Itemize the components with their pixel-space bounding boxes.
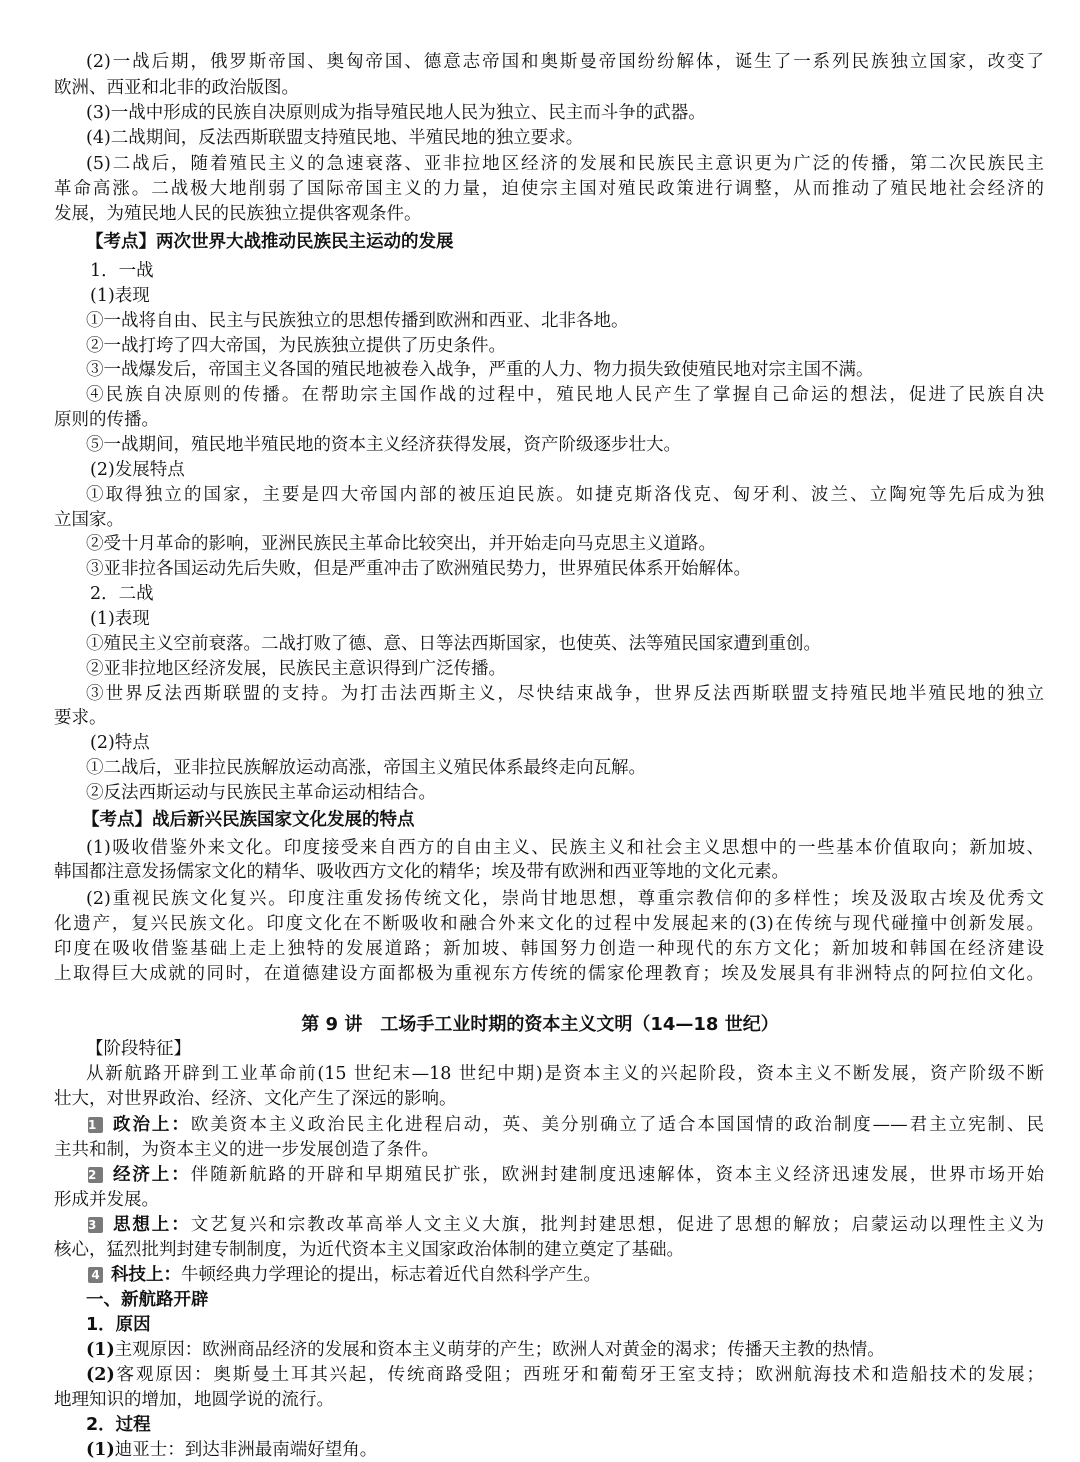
number-badge-icon: 2: [88, 1167, 103, 1183]
text-line: 发展，为殖民地人民的民族独立提供客观条件。: [54, 204, 422, 224]
text-line: ⑤一战期间，殖民地半殖民地的资本主义经济获得发展，资产阶级逐步壮大。: [86, 435, 681, 455]
number-badge-icon: 3: [88, 1217, 103, 1233]
feature-label: 政治上：: [111, 1115, 191, 1135]
item-number: (2): [86, 1365, 115, 1385]
feature-line: [88, 1113, 1044, 1137]
text-line: ③世界反法西斯联盟的支持。为打击法西斯主义，尽快结束战争，世界反法西斯联盟支持殖民地半殖民地的独立: [86, 684, 1044, 704]
feature-line: [88, 1263, 1044, 1287]
text-line: ①殖民主义空前衰落。二战打败了德、意、日等法西斯国家，也使英、法等殖民国家遭到重创。: [86, 634, 821, 654]
text-line: ②受十月革命的影响，亚洲民族民主革命比较突出，并开始走向马克思主义道路。: [86, 534, 716, 554]
feature-line-continued: 形成并发展。: [54, 1190, 159, 1210]
text-line: ④民族自决原则的传播。在帮助宗主国作战的过程中，殖民地人民产生了掌握自己命运的想法，促进了民族自决: [86, 385, 1044, 405]
item-number: (1): [86, 1440, 115, 1460]
feature-text: 牛顿经典力学理论的提出，标志着近代自然科学产生。: [181, 1265, 601, 1285]
text-line: ③一战爆发后，帝国主义各国的殖民地被卷入战争，严重的人力、物力损失致使殖民地对宗主国不满。: [86, 360, 874, 380]
text-line: 要求。: [54, 708, 107, 728]
text-line: 欧洲、西亚和北非的政治版图。: [54, 78, 299, 98]
feature-label: 科技上：: [111, 1265, 181, 1285]
section-heading: 【考点】两次世界大战推动民族民主运动的发展: [86, 232, 454, 252]
text-line: (2)一战后期，俄罗斯帝国、奥匈帝国、德意志帝国和奥斯曼帝国纷纷解体，诞生了一系列民族独立国家，改变了: [86, 52, 1044, 72]
item-text: 客观原因：奥斯曼土耳其兴起，传统商路受阻；西班牙和葡萄牙王室支持；欧洲航海技术和造船技术的发展；: [114, 1365, 1044, 1385]
subsection-heading: 1．原因: [86, 1315, 151, 1335]
subsection-heading: 一、新航路开辟: [86, 1290, 209, 1310]
text-line: 革命高涨。二战极大地削弱了国际帝国主义的力量，迫使宗主国对殖民政策进行调整，从而推动了殖民地社会经济的: [54, 179, 1044, 199]
text-line: ②反法西斯运动与民族民主革命运动相结合。: [86, 783, 436, 803]
intro-line: 壮大，对世界政治、经济、文化产生了深远的影响。: [54, 1089, 457, 1109]
feature-line-continued: 主共和制，为资本主义的进一步发展创造了条件。: [54, 1140, 439, 1160]
section-line: [86, 1338, 1044, 1362]
item-text: 主观原因：欧洲商品经济的发展和资本主义萌芽的产生；欧洲人对黄金的渴求；传播天主教的热情。: [114, 1340, 885, 1360]
text-line: (1)表现: [90, 609, 150, 629]
section-line: 地理知识的增加，地圆学说的流行。: [54, 1390, 334, 1410]
text-line: 印度在吸收借鉴基础上走上独特的发展道路；新加坡、韩国努力创造一种现代的东方文化；新加坡和韩国在经济建设: [54, 939, 1044, 959]
item-number: (1): [86, 1340, 115, 1360]
text-line: (1)表现: [90, 286, 150, 306]
text-line: 原则的传播。: [54, 410, 159, 430]
text-line: (2)发展特点: [90, 460, 185, 480]
section-heading: 【考点】战后新兴民族国家文化发展的特点: [82, 810, 415, 830]
text-line: (5)二战后，随着殖民主义的急速衰落、亚非拉地区经济的发展和民族民主意识更为广泛的传播，第二次民族民主: [86, 154, 1044, 174]
item-text: 迪亚士：到达非洲最南端好望角。: [114, 1440, 378, 1460]
text-line: (4)二战期间，反法西斯联盟支持殖民地、半殖民地的独立要求。: [86, 128, 584, 148]
feature-line: [88, 1163, 1044, 1187]
feature-label: 思想上：: [111, 1215, 191, 1235]
text-line: (1)吸收借鉴外来文化。印度接受来自西方的自由主义、民族主义和社会主义思想中的一些基本价值取向；新加坡、: [86, 838, 1044, 858]
feature-line-continued: 核心，猛烈批判封建专制制度，为近代资本主义国家政治体制的建立奠定了基础。: [54, 1240, 684, 1260]
feature-text: 文艺复兴和宗教改革高举人文主义大旗，批判封建思想，促进了思想的解放；启蒙运动以理性主义为: [190, 1215, 1044, 1235]
text-line: ③亚非拉各国运动先后失败，但是严重冲击了欧洲殖民势力，世界殖民体系开始解体。: [86, 559, 751, 579]
section-line: [86, 1363, 1044, 1387]
feature-label: 经济上：: [111, 1165, 191, 1185]
text-line: ①一战将自由、民主与民族独立的思想传播到欧洲和西亚、北非各地。: [86, 311, 629, 331]
text-line: 2．二战: [90, 584, 154, 604]
text-line: (2)重视民族文化复兴。印度注重发扬传统文化，崇尚甘地思想，尊重宗教信仰的多样性；埃及汲取古埃及优秀文: [86, 889, 1044, 909]
feature-text: 伴随新航路的开辟和早期殖民扩张，欧洲封建制度迅速解体，资本主义经济迅速发展，世界市场开始: [190, 1165, 1044, 1185]
text-line: 韩国都注意发扬儒家文化的精华、吸收西方文化的精华；埃及带有欧洲和西亚等地的文化元素。: [54, 862, 789, 882]
text-line: 上取得巨大成就的同时，在道德建设方面都极为重视东方传统的儒家伦理教育；埃及发展具有非洲特点的阿拉伯文化。: [54, 964, 1044, 984]
text-line: ②一战打垮了四大帝国，为民族独立提供了历史条件。: [86, 336, 506, 356]
stage-heading: 【阶段特征】: [86, 1039, 191, 1059]
intro-line: 从新航路开辟到工业革命前(15 世纪末—18 世纪中期)是资本主义的兴起阶段，资本主义不断发展，资产阶级不断: [86, 1064, 1044, 1084]
text-line: 立国家。: [54, 510, 124, 530]
number-badge-icon: 1: [88, 1117, 103, 1133]
text-line: ①取得独立的国家，主要是四大帝国内部的被压迫民族。如捷克斯洛伐克、匈牙利、波兰、立陶宛等先后成为独: [86, 485, 1044, 505]
text-line: 化遗产，复兴民族文化。印度文化在不断吸收和融合外来文化的过程中发展起来的(3)在传统与现代碰撞中创新发展。: [54, 914, 1044, 934]
text-line: (2)特点: [90, 733, 150, 753]
text-line: 1．一战: [90, 261, 154, 281]
feature-line: [88, 1213, 1044, 1237]
subsection-heading: 2．过程: [86, 1415, 151, 1435]
number-badge-icon: 4: [88, 1267, 103, 1283]
text-line: ②亚非拉地区经济发展，民族民主意识得到广泛传播。: [86, 659, 506, 679]
text-line: (3)一战中形成的民族自决原则成为指导殖民地人民为独立、民主而斗争的武器。: [86, 103, 706, 123]
feature-text: 欧美资本主义政治民主化进程启动，英、美分别确立了适合本国国情的政治制度——君主立宪制、民: [190, 1115, 1045, 1135]
text-line: ①二战后，亚非拉民族解放运动高涨，帝国主义殖民体系最终走向瓦解。: [86, 758, 646, 778]
chapter-title: 第 9 讲 工场手工业时期的资本主义文明（14—18 世纪）: [301, 1014, 779, 1035]
section-line: [86, 1438, 1044, 1462]
